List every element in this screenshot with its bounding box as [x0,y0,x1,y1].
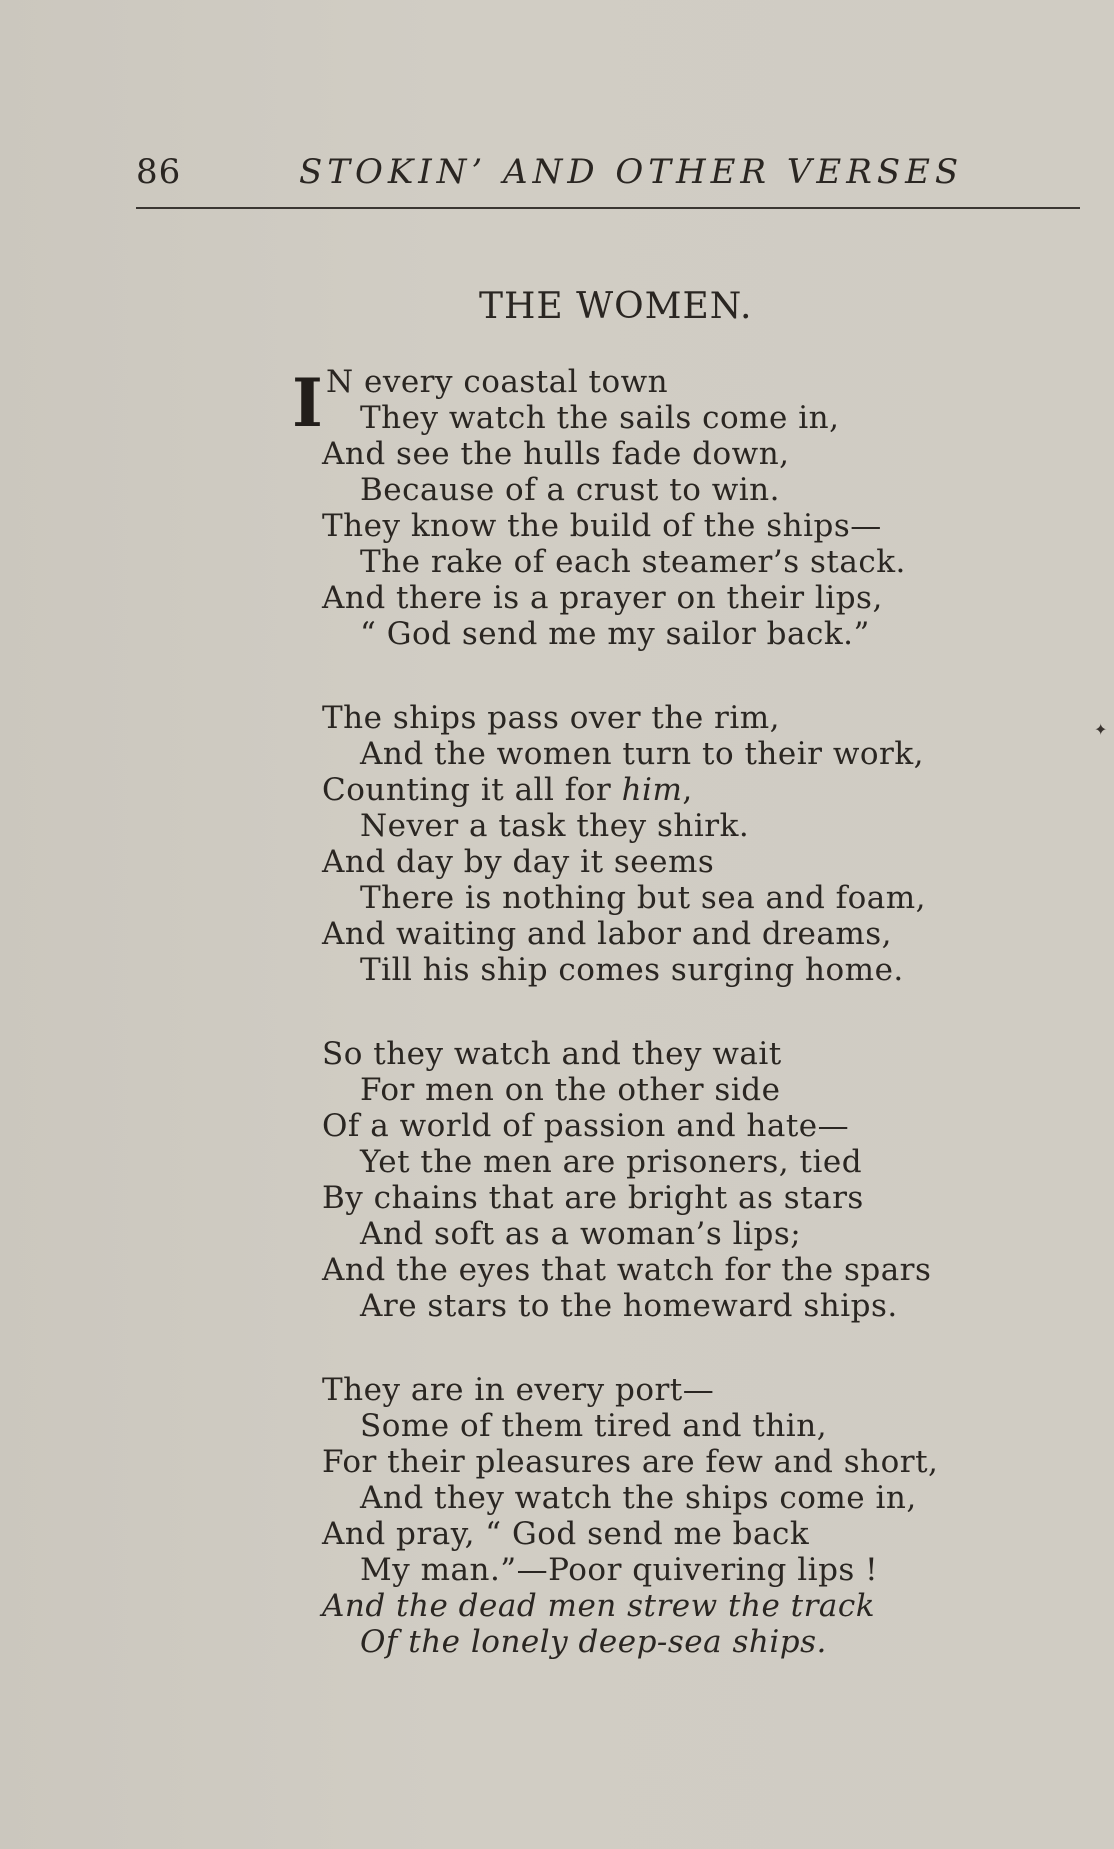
poem-line: They know the build of the ships— [322,508,882,544]
poem-line: So they watch and they wait [322,1036,782,1072]
poem-line: For men on the other side [360,1072,781,1108]
stanza-3 [322,1036,1042,1324]
poem-line: Because of a crust to win. [360,472,780,508]
poem-line: The rake of each steamer’s stack. [360,544,906,580]
poem-line: Till his ship comes surging home. [360,952,904,988]
poem-line: Never a task they shirk. [360,808,750,844]
poem-line: And day by day it seems [322,844,715,880]
poem-line: And the women turn to their work, [360,736,924,772]
running-head [136,152,1080,202]
poem-line: For their pleasures are few and short, [322,1444,939,1480]
poem-line: And soft as a woman’s lips; [360,1216,802,1252]
poem-line: They are in every port— [322,1372,715,1408]
poem-line: And they watch the ships come in, [360,1480,917,1516]
poem-line: They watch the sails come in, [360,400,840,436]
poem-line: By chains that are bright as stars [322,1180,864,1216]
poem-body [322,364,1042,1708]
poem-line: And the eyes that watch for the spars [322,1252,932,1288]
page-number: 86 [136,152,182,192]
poem-line: Some of them tired and thin, [360,1408,828,1444]
poem-line: Counting it all for him, [322,772,693,808]
stanza-1 [322,364,1042,652]
stanza-4 [322,1372,1042,1660]
stanza-2 [322,700,1042,988]
poem-line: Yet the men are prisoners, tied [360,1144,863,1180]
header-rule [136,207,1080,209]
poem-line: The ships pass over the rim, [322,700,781,736]
page-blemish-icon: ✦ [1094,720,1108,739]
poem-line: My man.”—Poor quivering lips ! [360,1552,879,1588]
poem-line: Of the lonely deep-sea ships. [360,1624,827,1660]
poem-line: And waiting and labor and dreams, [322,916,893,952]
poem-line: Of a world of passion and hate— [322,1108,850,1144]
poem-line: There is nothing but sea and foam, [360,880,927,916]
poem-line: N every coastal town [326,364,669,400]
poem-line: Are stars to the homeward ships. [360,1288,898,1324]
poem-line: And the dead men strew the track [322,1588,876,1624]
drop-cap: I [292,364,323,442]
poem-line: “ God send me my sailor back.” [360,616,870,652]
emphasis-him: him [621,772,683,808]
poem-line: And there is a prayer on their lips, [322,580,883,616]
running-title: STOKIN’ AND OTHER VERSES [299,152,964,192]
poem-line: And see the hulls fade down, [322,436,790,472]
poem-title: THE WOMEN. [479,286,753,327]
poem-line: And pray, “ God send me back [322,1516,810,1552]
